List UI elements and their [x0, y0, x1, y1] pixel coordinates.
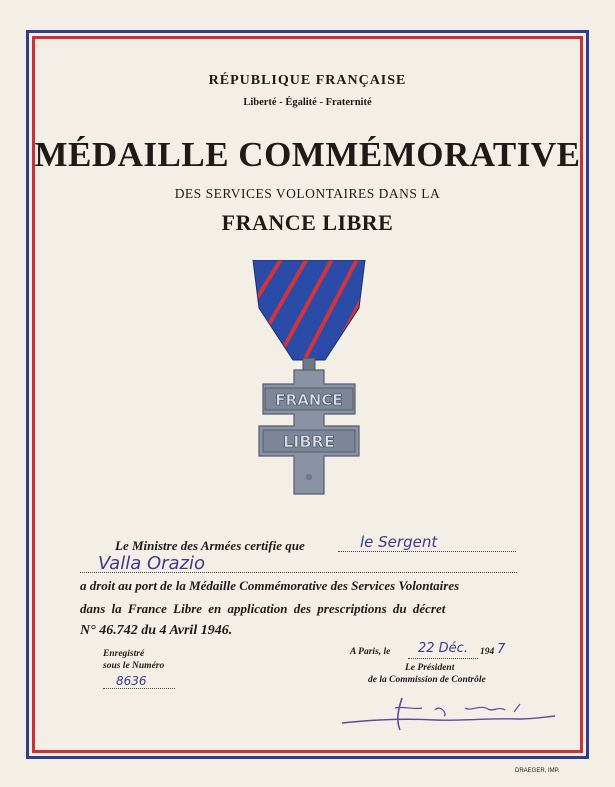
republic-heading: RÉPUBLIQUE FRANÇAISE	[208, 73, 407, 88]
commission-title: de la Commission de Contrôle	[368, 675, 486, 685]
date-handwritten: 22 Déc.	[418, 641, 468, 656]
date-dotted-line	[408, 658, 478, 659]
medal-dot	[306, 474, 312, 480]
subtitle-line1: DES SERVICES VOLONTAIRES DANS LA	[174, 186, 441, 201]
medal-image	[247, 260, 371, 500]
place-prefix: A Paris, le	[350, 647, 391, 657]
medal-word-top: FRANCE	[275, 391, 343, 409]
subtitle-line2: FRANCE LIBRE	[221, 210, 394, 235]
registration-number: 8636	[116, 674, 147, 688]
registration-label2: sous le Numéro	[103, 661, 165, 671]
certificate-line5: N° 46.742 du 4 Avril 1946.	[80, 623, 233, 638]
certify-line-prefix: Le Ministre des Armées certifie que	[115, 538, 305, 553]
year-printed: 194	[480, 647, 495, 657]
year-handwritten: 7	[497, 642, 506, 657]
president-title: Le Président	[405, 663, 455, 673]
motto: Liberté - Égalité - Fraternité	[243, 97, 372, 108]
printer-mark: DRAEGER, IMP.	[515, 768, 560, 774]
registration-dotted-line	[103, 688, 175, 689]
registration-label1: Enregistré	[103, 649, 145, 659]
rank-dotted-line	[338, 551, 516, 552]
rank-handwritten: le Sergent	[360, 533, 438, 551]
medal-word-bottom: LIBRE	[283, 432, 335, 451]
signature	[340, 690, 560, 735]
certificate-line3: a droit au port de la Médaille Commémorative des Services Volontaires	[80, 578, 460, 593]
certificate-line4: dans la France Libre en application des prescriptions du décret	[80, 601, 446, 616]
name-handwritten: Valla Orazio	[98, 553, 206, 574]
page-title: MÉDAILLE COMMÉMORATIVE	[34, 135, 581, 174]
